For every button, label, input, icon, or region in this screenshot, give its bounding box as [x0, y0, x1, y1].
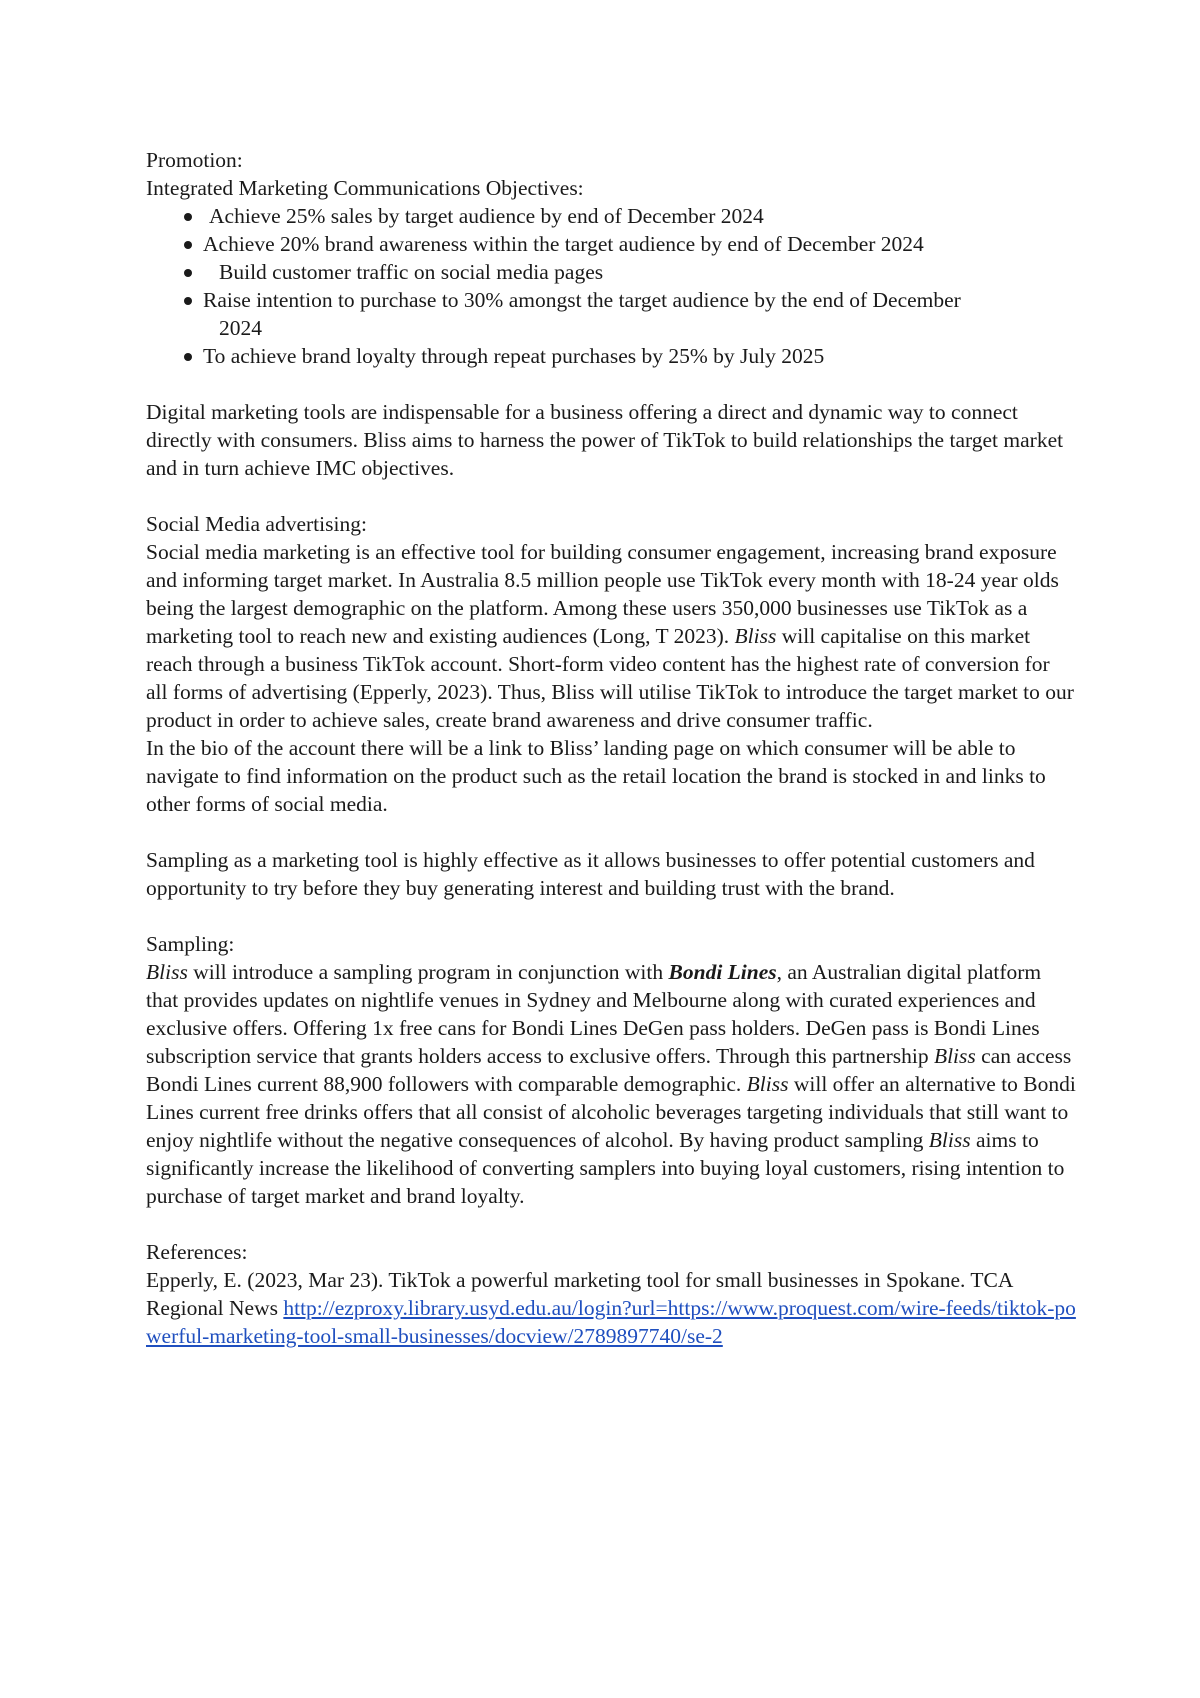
objective-text: Raise intention to purchase to 30% amongst the target audience by the end of December — [203, 288, 961, 312]
bio-link-paragraph: In the bio of the account there will be a link to Bliss’ landing page on which consumer will be able to navigate to find information on the product such as the retail location the brand is stocked in and links to other forms of social media. — [146, 736, 1046, 816]
document-page — [146, 146, 1076, 1350]
promotion-heading: Promotion: — [146, 148, 243, 172]
bullet-icon — [184, 353, 192, 361]
objective-text: Build customer traffic on social media pages — [219, 260, 604, 284]
brand-name: Bliss — [734, 624, 777, 648]
brand-name: Bliss — [928, 1128, 971, 1152]
paragraph-text: will offer an alternative to Bondi Lines current free drinks offers that all consist of alcoholic beverages targeting individuals that still want to enjoy nightlife without the negative consequences of alcohol. By having product sampling — [146, 1072, 1076, 1152]
sampling-heading: Sampling: — [146, 932, 235, 956]
bullet-icon — [184, 297, 192, 305]
brand-name: Bliss — [746, 1072, 789, 1096]
partner-name: Bondi Lines — [668, 960, 777, 984]
objective-text-continuation: 2024 — [219, 316, 262, 340]
paragraph-text: aims to significantly increase the likelihood of converting samplers into buying loyal customers, rising intention to purchase of target market and brand loyalty. — [146, 1128, 1065, 1208]
list-item — [146, 258, 1076, 286]
social-media-heading: Social Media advertising: — [146, 512, 367, 536]
objective-text: Achieve 25% sales by target audience by end of December 2024 — [209, 204, 764, 228]
imc-objectives-heading: Integrated Marketing Communications Objectives: — [146, 176, 584, 200]
bullet-icon — [184, 241, 192, 249]
list-item — [146, 202, 1076, 230]
list-item — [146, 230, 1076, 258]
bullet-icon — [184, 213, 192, 221]
brand-name: Bliss — [933, 1044, 976, 1068]
reference-entry — [146, 1266, 1076, 1350]
paragraph-text: can access Bondi Lines current 88,900 followers with comparable demographic. — [146, 1044, 1072, 1096]
paragraph-text: will capitalise on this market reach through a business TikTok account. Short-form video content has the highest rate of conversion for all forms of advertising (Epperly, 2023). Thus, Bliss will utilise TikTok to introduce the target market to our product in order to achieve sales, create brand awareness and drive consumer traffic. — [146, 624, 1074, 732]
digital-marketing-paragraph: Digital marketing tools are indispensable for a business offering a direct and dynamic way to connect directly with consumers. Bliss aims to harness the power of TikTok to build relationships the target market and in turn achieve IMC objectives. — [146, 400, 1064, 480]
reference-link[interactable]: http://ezproxy.library.usyd.edu.au/login?url=https://www.proquest.com/wire-feeds/tiktok-powerful-marketing-tool-small-businesses/docview/2789897740/se-2 — [146, 1296, 1076, 1348]
sampling-paragraph — [146, 958, 1076, 1210]
brand-name: Bliss — [146, 960, 188, 984]
objective-text: Achieve 20% brand awareness within the target audience by end of December 2024 — [203, 232, 924, 256]
paragraph-text: , an Australian digital platform that provides updates on nightlife venues in Sydney and Melbourne along with curated experiences and exclusive offers. Offering 1x free cans for Bondi Lines DeGen pass holders. DeGen pass is Bondi Lines subscription service that grants holders access to exclusive offers. Through this partnership — [146, 960, 1042, 1068]
sampling-intro-paragraph: Sampling as a marketing tool is highly effective as it allows businesses to offer potential customers and opportunity to try before they buy generating interest and building trust with the brand. — [146, 848, 1035, 900]
references-heading: References: — [146, 1240, 248, 1264]
reference-text: Epperly, E. (2023, Mar 23). TikTok a powerful marketing tool for small businesses in Spokane. TCA Regional News — [146, 1268, 1013, 1320]
list-item — [146, 342, 1076, 370]
objectives-list — [146, 202, 1076, 370]
paragraph-text: Social media marketing is an effective tool for building consumer engagement, increasing brand exposure and informing target market. In Australia 8.5 million people use TikTok every month with 18-24 year olds being the largest demographic on the platform. Among these users 350,000 businesses use TikTok as a marketing tool to reach new and existing audiences (Long, T 2023). — [146, 540, 1059, 648]
social-media-paragraph — [146, 538, 1076, 734]
bullet-icon — [184, 269, 192, 277]
list-item — [146, 286, 1076, 342]
objective-text: To achieve brand loyalty through repeat purchases by 25% by July 2025 — [203, 344, 825, 368]
paragraph-text: will introduce a sampling program in conjunction with — [187, 960, 669, 984]
